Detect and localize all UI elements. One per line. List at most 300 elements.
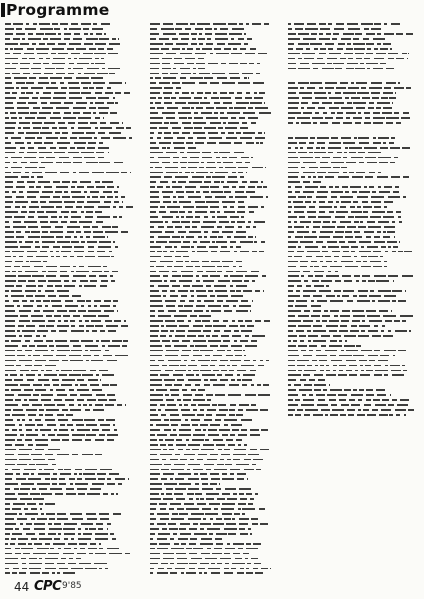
listing-glyphs [176, 444, 186, 446]
listing-glyphs [185, 384, 191, 386]
listing-glyphs [170, 122, 178, 124]
listing-glyphs [347, 102, 352, 104]
listing-glyphs [24, 157, 36, 159]
listing-glyphs [188, 370, 191, 372]
listing-glyphs [206, 493, 219, 495]
listing-glyphs [58, 419, 68, 421]
listing-glyphs [182, 82, 195, 84]
listing-glyphs [92, 389, 102, 391]
listing-glyphs [76, 77, 89, 79]
listing-glyphs [34, 266, 43, 268]
listing-glyphs [174, 315, 187, 317]
listing-glyphs [56, 186, 68, 188]
listing-glyphs [39, 469, 42, 471]
listing-glyphs [237, 473, 246, 475]
listing-glyphs [67, 226, 80, 228]
listing-glyphs [225, 127, 237, 129]
listing-glyphs [288, 216, 297, 218]
listing-glyphs [236, 439, 242, 441]
listing-glyphs [209, 137, 222, 139]
listing-glyphs [5, 77, 11, 79]
listing-glyphs [85, 256, 95, 258]
listing-glyphs [205, 513, 218, 515]
listing-glyphs [320, 167, 331, 169]
listing-glyphs [313, 325, 322, 327]
listing-glyphs [401, 117, 410, 119]
listing-glyphs [5, 181, 13, 183]
listing-glyphs [77, 379, 84, 381]
listing-glyphs [84, 73, 95, 75]
listing-glyphs [244, 360, 250, 362]
listing-glyphs [164, 122, 169, 124]
listing-glyphs [169, 528, 178, 530]
listing-glyphs [83, 355, 91, 357]
listing-glyphs [73, 68, 83, 70]
listing-glyphs [383, 92, 393, 94]
listing-glyphs [54, 523, 61, 525]
listing-glyphs [208, 132, 218, 134]
listing-glyphs [16, 28, 22, 30]
listing-glyphs [23, 305, 33, 307]
listing-glyphs [318, 176, 323, 178]
listing-glyphs [181, 73, 191, 75]
listing-glyphs [389, 414, 393, 416]
listing-glyphs [203, 330, 211, 332]
listing-glyphs [232, 28, 244, 30]
listing-glyphs [10, 374, 17, 376]
listing-glyphs [18, 543, 26, 545]
listing-glyphs [215, 394, 225, 396]
listing-glyphs [150, 73, 159, 75]
listing-glyphs [115, 102, 117, 104]
listing-glyphs [36, 300, 41, 302]
listing-glyphs [331, 191, 343, 193]
listing-glyphs [231, 424, 242, 426]
listing-glyphs [342, 256, 351, 258]
listing-glyphs [190, 290, 194, 292]
listing-glyphs [294, 384, 301, 386]
listing-glyphs [18, 132, 24, 134]
listing-glyphs [407, 58, 408, 60]
listing-glyphs [45, 414, 53, 416]
listing-glyphs [37, 345, 47, 347]
listing-glyphs [25, 167, 37, 169]
listing-glyphs [159, 142, 171, 144]
listing-glyphs [288, 167, 298, 169]
listing-glyphs [74, 251, 84, 253]
listing-glyphs [86, 325, 94, 327]
listing-glyphs [11, 137, 21, 139]
listing-glyphs [79, 221, 92, 223]
listing-glyphs [325, 87, 334, 89]
listing-glyphs [5, 409, 11, 411]
listing-glyphs [218, 449, 222, 451]
listing-glyphs [365, 365, 371, 367]
listing-glyphs [159, 211, 166, 213]
listing-glyphs [222, 503, 235, 505]
listing-glyphs [81, 211, 84, 213]
listing-glyphs [48, 320, 55, 322]
listing-glyphs [323, 389, 327, 391]
listing-glyphs [184, 503, 194, 505]
listing-glyphs [77, 389, 89, 391]
listing-glyphs [288, 409, 295, 411]
listing-glyphs [164, 256, 172, 258]
listing-glyphs [244, 280, 249, 282]
listing-glyphs [36, 256, 48, 258]
listing-glyphs [312, 280, 319, 282]
listing-glyphs [5, 419, 13, 421]
listing-glyphs [193, 122, 206, 124]
listing-glyphs [188, 320, 191, 322]
listing-glyphs [107, 48, 113, 50]
listing-glyphs [84, 191, 87, 193]
listing-glyphs [60, 172, 69, 174]
listing-glyphs [239, 518, 249, 520]
listing-glyphs [311, 33, 317, 35]
listing-glyphs [213, 325, 226, 327]
listing-glyphs [408, 409, 414, 411]
listing-glyphs [77, 300, 85, 302]
listing-glyphs [188, 211, 192, 213]
listing-glyphs [391, 370, 401, 372]
listing-glyphs [200, 528, 204, 530]
listing-glyphs [331, 404, 337, 406]
listing-glyphs [252, 523, 258, 525]
listing-glyphs [367, 221, 375, 223]
listing-glyphs [288, 305, 293, 307]
listing-glyphs [35, 360, 46, 362]
listing-glyphs [185, 58, 195, 60]
listing-glyphs [253, 226, 256, 228]
listing-glyphs [334, 28, 344, 30]
listing-glyphs [72, 454, 78, 456]
listing-glyphs [50, 488, 62, 490]
listing-glyphs [329, 211, 334, 213]
listing-glyphs [294, 226, 304, 228]
listing-glyphs [378, 172, 381, 174]
listing-glyphs [170, 459, 178, 461]
listing-glyphs [32, 320, 45, 322]
listing-glyphs [260, 360, 263, 362]
listing-glyphs [234, 330, 239, 332]
listing-glyphs [233, 454, 246, 456]
listing-glyphs [302, 53, 315, 55]
listing-glyphs [200, 409, 204, 411]
listing-glyphs [41, 226, 51, 228]
listing-glyphs [298, 152, 307, 154]
listing-glyphs [239, 493, 244, 495]
listing-glyphs [150, 478, 158, 480]
listing-glyphs [345, 97, 349, 99]
listing-glyphs [298, 43, 309, 45]
listing-glyphs [327, 58, 337, 60]
listing-glyphs [48, 434, 55, 436]
listing-glyphs [358, 409, 361, 411]
listing-glyphs [329, 399, 336, 401]
listing-glyphs [162, 63, 170, 65]
listing-glyphs [187, 63, 194, 65]
listing-glyphs [321, 345, 326, 347]
listing-glyphs [303, 112, 312, 114]
listing-glyphs [222, 261, 233, 263]
listing-glyphs [182, 122, 191, 124]
listing-glyphs [28, 216, 34, 218]
listing-glyphs [51, 300, 61, 302]
listing-glyphs [150, 572, 153, 574]
listing-glyphs [110, 275, 113, 277]
listing-glyphs [52, 464, 56, 466]
listing-glyphs [40, 196, 50, 198]
listing-glyphs [195, 345, 207, 347]
listing-glyphs [18, 275, 31, 277]
listing-glyphs [214, 112, 218, 114]
listing-glyphs [302, 97, 312, 99]
listing-glyphs [248, 206, 258, 208]
listing-glyphs [322, 226, 335, 228]
listing-glyphs [150, 206, 158, 208]
listing-glyphs [288, 53, 300, 55]
listing-glyphs [83, 28, 89, 30]
listing-glyphs [321, 147, 325, 149]
listing-glyphs [45, 305, 48, 307]
listing-glyphs [14, 379, 23, 381]
listing-glyphs [307, 330, 311, 332]
listing-glyphs [5, 102, 13, 104]
listing-glyphs [85, 409, 90, 411]
listing-glyphs [236, 102, 249, 104]
listing-glyphs [78, 117, 91, 119]
listing-glyphs [186, 449, 190, 451]
listing-glyphs [336, 211, 348, 213]
listing-glyphs [75, 384, 78, 386]
listing-glyphs [99, 241, 111, 243]
listing-glyphs [40, 429, 51, 431]
listing-glyphs [35, 429, 38, 431]
listing-glyphs [380, 63, 386, 65]
listing-glyphs [380, 147, 388, 149]
listing-glyphs [28, 444, 33, 446]
listing-glyphs [303, 271, 310, 273]
listing-glyphs [356, 172, 365, 174]
listing-glyphs [150, 429, 160, 431]
listing-glyphs [229, 409, 235, 411]
listing-glyphs [178, 290, 188, 292]
listing-glyphs [203, 221, 216, 223]
listing-glyphs [288, 345, 296, 347]
listing-glyphs [98, 132, 105, 134]
listing-glyphs [71, 186, 75, 188]
listing-glyphs [288, 360, 295, 362]
listing-glyphs [309, 350, 313, 352]
listing-glyphs [206, 201, 219, 203]
listing-glyphs [26, 429, 32, 431]
listing-glyphs [85, 216, 93, 218]
listing-glyphs [163, 196, 170, 198]
listing-glyphs [298, 82, 309, 84]
listing-glyphs [239, 266, 242, 268]
listing-glyphs [70, 483, 73, 485]
listing-glyphs [373, 266, 382, 268]
listing-glyphs [335, 92, 341, 94]
listing-glyphs [229, 384, 239, 386]
listing-glyphs [314, 285, 324, 287]
listing-glyphs [341, 201, 351, 203]
listing-glyphs [89, 553, 93, 555]
listing-glyphs [295, 191, 300, 193]
listing-glyphs [255, 107, 268, 109]
listing-glyphs [184, 360, 187, 362]
listing-glyphs [316, 350, 321, 352]
listing-glyphs [26, 434, 38, 436]
listing-glyphs [5, 498, 17, 500]
listing-glyphs [288, 142, 297, 144]
listing-glyphs [306, 256, 312, 258]
listing-glyphs [53, 384, 59, 386]
listing-glyphs [29, 568, 41, 570]
listing-glyphs [13, 409, 23, 411]
listing-glyphs [330, 389, 342, 391]
listing-glyphs [41, 236, 54, 238]
listing-glyphs [30, 261, 41, 263]
listing-glyphs [23, 473, 29, 475]
listing-glyphs [300, 87, 304, 89]
listing-glyphs [58, 320, 61, 322]
listing-glyphs [112, 271, 118, 273]
listing-glyphs [321, 335, 330, 337]
listing-glyphs [314, 389, 321, 391]
listing-glyphs [79, 543, 87, 545]
listing-glyphs [214, 548, 222, 550]
listing-glyphs [25, 172, 29, 174]
listing-glyphs [44, 469, 54, 471]
listing-glyphs [325, 350, 337, 352]
listing-glyphs [202, 261, 209, 263]
listing-glyphs [371, 28, 381, 30]
listing-glyphs [382, 399, 389, 401]
listing-glyphs [32, 172, 42, 174]
listing-glyphs [51, 256, 54, 258]
listing-glyphs [172, 82, 180, 84]
listing-glyphs [53, 58, 65, 60]
listing-glyphs [341, 261, 353, 263]
listing-glyphs [346, 48, 353, 50]
listing-glyphs [47, 43, 55, 45]
listing-glyphs [30, 572, 40, 574]
listing-glyphs [241, 365, 254, 367]
listing-glyphs [313, 176, 316, 178]
listing-glyphs [238, 444, 241, 446]
listing-glyphs [49, 360, 59, 362]
listing-glyphs [219, 409, 228, 411]
listing-glyphs [173, 162, 178, 164]
listing-glyphs [68, 563, 76, 565]
listing-glyphs [165, 394, 169, 396]
listing-glyphs [88, 246, 94, 248]
listing-glyphs [5, 58, 18, 60]
listing-glyphs [42, 271, 46, 273]
listing-glyphs [53, 473, 57, 475]
listing-glyphs [166, 325, 177, 327]
listing-glyphs [230, 77, 240, 79]
listing-glyphs [70, 394, 77, 396]
listing-glyphs [99, 568, 102, 570]
listing-glyphs [102, 374, 114, 376]
listing-glyphs [340, 414, 346, 416]
listing-glyphs [261, 241, 265, 243]
listing-glyphs [309, 345, 317, 347]
listing-glyphs [35, 246, 40, 248]
listing-glyphs [86, 360, 89, 362]
listing-glyphs [353, 43, 365, 45]
listing-glyphs [378, 221, 389, 223]
listing-glyphs [294, 211, 304, 213]
listing-glyphs [296, 290, 300, 292]
listing-glyphs [46, 513, 55, 515]
listing-glyphs [90, 191, 99, 193]
listing-glyphs [244, 77, 247, 79]
listing-glyphs [398, 216, 401, 218]
listing-glyphs [244, 355, 246, 357]
listing-glyphs [217, 563, 222, 565]
listing-glyphs [288, 330, 293, 332]
listing-glyphs [68, 73, 74, 75]
listing-glyphs [218, 236, 223, 238]
listing-glyphs [124, 320, 126, 322]
listing-glyphs [307, 107, 315, 109]
listing-glyphs [38, 280, 46, 282]
listing-glyphs [246, 191, 255, 193]
listing-glyphs [175, 176, 188, 178]
listing-glyphs [343, 251, 349, 253]
listing-glyphs [5, 335, 16, 337]
listing-glyphs [21, 558, 26, 560]
listing-glyphs [150, 404, 157, 406]
listing-glyphs [71, 127, 74, 129]
listing-glyphs [98, 97, 109, 99]
listing-glyphs [338, 43, 345, 45]
listing-glyphs [327, 63, 332, 65]
listing-glyphs [98, 157, 104, 159]
listing-glyphs [5, 429, 9, 431]
listing-glyphs [23, 127, 30, 129]
listing-glyphs [365, 176, 373, 178]
listing-glyphs [107, 439, 114, 441]
listing-glyphs [62, 132, 68, 134]
listing-glyphs [31, 473, 34, 475]
listing-glyphs [20, 498, 32, 500]
listing-glyphs [205, 325, 212, 327]
listing-glyphs [221, 335, 229, 337]
listing-glyphs [150, 538, 153, 540]
listing-glyphs [107, 186, 114, 188]
listing-glyphs [198, 236, 202, 238]
listing-glyphs [172, 271, 177, 273]
listing-glyphs [180, 152, 184, 154]
listing-glyphs [209, 246, 218, 248]
listing-glyphs [97, 216, 110, 218]
listing-glyphs [198, 404, 210, 406]
listing-glyphs [99, 142, 103, 144]
listing-glyphs [182, 414, 195, 416]
listing-glyphs [319, 33, 323, 35]
listing-glyphs [221, 181, 224, 183]
listing-glyphs [248, 107, 253, 109]
listing-glyphs [242, 384, 247, 386]
listing-glyphs [322, 320, 327, 322]
listing-glyphs [288, 221, 291, 223]
listing-glyphs [92, 196, 98, 198]
